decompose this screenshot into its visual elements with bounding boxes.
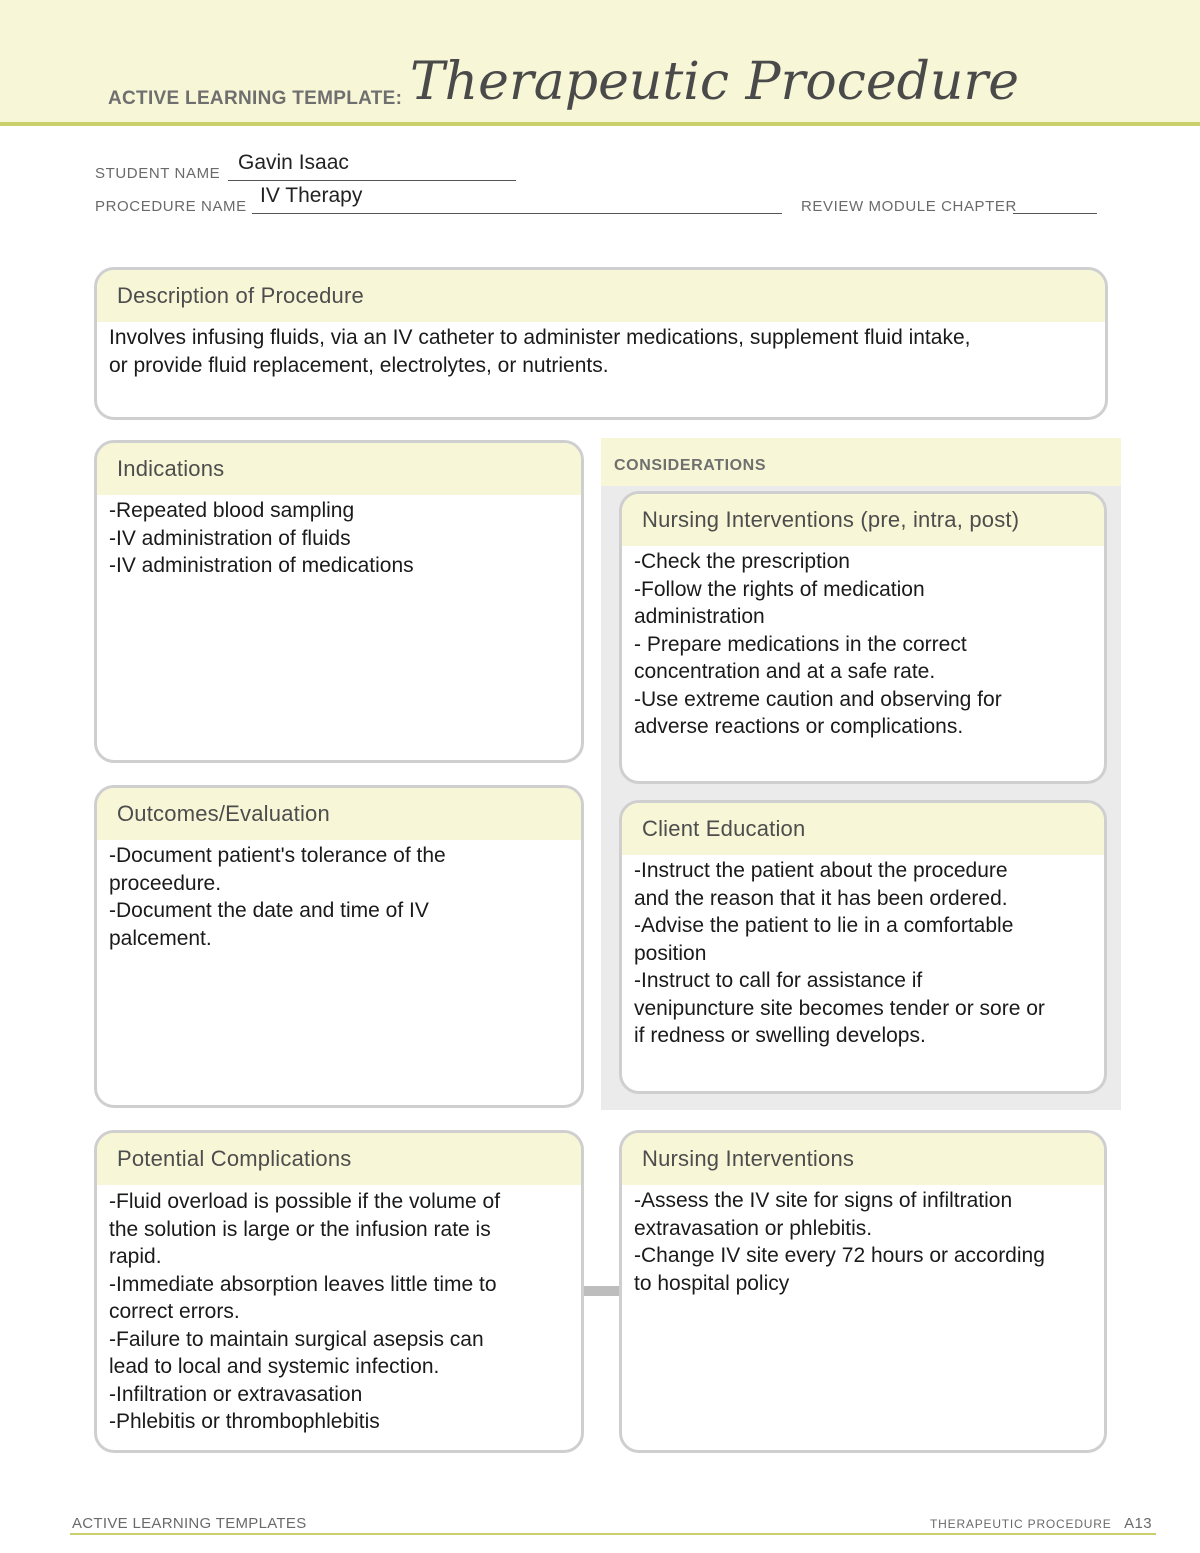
footer-rule	[70, 1533, 1156, 1535]
outcomes-box	[94, 785, 584, 1108]
nursing-interventions-line: -Change IV site every 72 hours or according	[634, 1244, 1045, 1267]
nursing-interventions-pip-line: -Use extreme caution and observing for	[634, 687, 1002, 711]
description-line: or provide fluid replacement, electrolytes, or nutrients.	[109, 353, 609, 377]
description-title: Description of Procedure	[97, 270, 1105, 322]
nursing-interventions-line: to hospital policy	[634, 1271, 790, 1295]
client-education-title: Client Education	[622, 803, 1104, 855]
complications-line: -Immediate absorption leaves little time to	[109, 1272, 497, 1296]
nursing-interventions-pip-title: Nursing Interventions (pre, intra, post)	[622, 494, 1104, 546]
considerations-label: CONSIDERATIONS	[614, 457, 767, 474]
complications-line: the solution is large or the infusion rate is	[109, 1217, 491, 1241]
footer-left-label: ACTIVE LEARNING TEMPLATES	[72, 1515, 307, 1532]
nursing-interventions-pip-body[interactable]	[622, 546, 1104, 741]
indications-body[interactable]	[97, 495, 581, 580]
nursing-interventions-pip-line: -Check the prescription	[634, 550, 850, 573]
description-line: Involves infusing fluids, via an IV catheter to administer medications, supplement fluid intake,	[109, 326, 971, 349]
nursing-interventions-pip-box	[619, 491, 1107, 784]
outcomes-body[interactable]	[97, 840, 581, 952]
complications-line: -Infiltration or extravasation	[109, 1382, 363, 1406]
procedure-name-field[interactable]: IV Therapy	[260, 184, 363, 207]
template-label: ACTIVE LEARNING TEMPLATE:	[108, 88, 403, 109]
outcomes-line: proceedure.	[109, 871, 222, 895]
complications-box	[94, 1130, 584, 1453]
client-education-line: -Instruct to call for assistance if	[634, 969, 923, 992]
indications-line: -IV administration of medications	[109, 554, 414, 577]
complications-body[interactable]	[97, 1185, 581, 1436]
student-name-field[interactable]: Gavin Isaac	[238, 151, 349, 174]
description-body[interactable]	[97, 322, 1105, 379]
indications-line: -IV administration of fluids	[109, 526, 351, 550]
nursing-interventions-pip-line: adverse reactions or complications.	[634, 715, 964, 738]
header-rule	[0, 122, 1200, 126]
nursing-interventions-body[interactable]	[622, 1185, 1104, 1297]
indications-title: Indications	[97, 443, 581, 495]
description-box	[94, 267, 1108, 420]
review-module-label: REVIEW MODULE CHAPTER	[801, 198, 1017, 215]
outcomes-line: palcement.	[109, 926, 212, 950]
footer-section-label: THERAPEUTIC PROCEDURE	[930, 1517, 1112, 1531]
client-education-line: -Advise the patient to lie in a comfortable	[634, 914, 1014, 937]
indications-line: -Repeated blood sampling	[109, 499, 355, 522]
complications-title: Potential Complications	[97, 1133, 581, 1185]
nursing-interventions-pip-line: - Prepare medications in the correct	[634, 632, 967, 656]
procedure-name-label: PROCEDURE NAME	[95, 198, 247, 215]
client-education-line: and the reason that it has been ordered.	[634, 886, 1008, 910]
complications-line: -Fluid overload is possible if the volume of	[109, 1190, 501, 1213]
student-name-line	[228, 180, 516, 181]
footer-right	[930, 1515, 1152, 1532]
client-education-line: if redness or swelling develops.	[634, 1024, 926, 1047]
page-title: Therapeutic Procedure	[410, 52, 1019, 112]
complications-line: -Failure to maintain surgical asepsis can	[109, 1327, 484, 1351]
connector-bar	[584, 1286, 620, 1296]
complications-line: -Phlebitis or thrombophlebitis	[109, 1410, 380, 1433]
outcomes-line: -Document the date and time of IV	[109, 899, 429, 922]
complications-line: rapid.	[109, 1245, 162, 1268]
client-education-box	[619, 800, 1107, 1094]
review-module-line	[1013, 213, 1097, 214]
client-education-line: -Instruct the patient about the procedure	[634, 859, 1008, 882]
student-name-label: STUDENT NAME	[95, 165, 221, 182]
complications-line: correct errors.	[109, 1300, 240, 1323]
outcomes-title: Outcomes/Evaluation	[97, 788, 581, 840]
client-education-line: position	[634, 941, 707, 965]
nursing-interventions-pip-line: concentration and at a safe rate.	[634, 660, 936, 683]
nursing-interventions-pip-line: administration	[634, 605, 765, 628]
nursing-interventions-box	[619, 1130, 1107, 1453]
client-education-line: venipuncture site becomes tender or sore or	[634, 996, 1045, 1020]
page-number: A13	[1124, 1515, 1152, 1532]
indications-box	[94, 440, 584, 763]
client-education-body[interactable]	[622, 855, 1104, 1050]
complications-line: lead to local and systemic infection.	[109, 1355, 440, 1378]
nursing-interventions-line: extravasation or phlebitis.	[634, 1216, 873, 1240]
nursing-interventions-line: -Assess the IV site for signs of infiltration	[634, 1189, 1013, 1212]
procedure-name-line	[252, 213, 782, 214]
nursing-interventions-pip-line: -Follow the rights of medication	[634, 577, 925, 601]
nursing-interventions-title: Nursing Interventions	[622, 1133, 1104, 1185]
outcomes-line: -Document patient's tolerance of the	[109, 844, 446, 867]
